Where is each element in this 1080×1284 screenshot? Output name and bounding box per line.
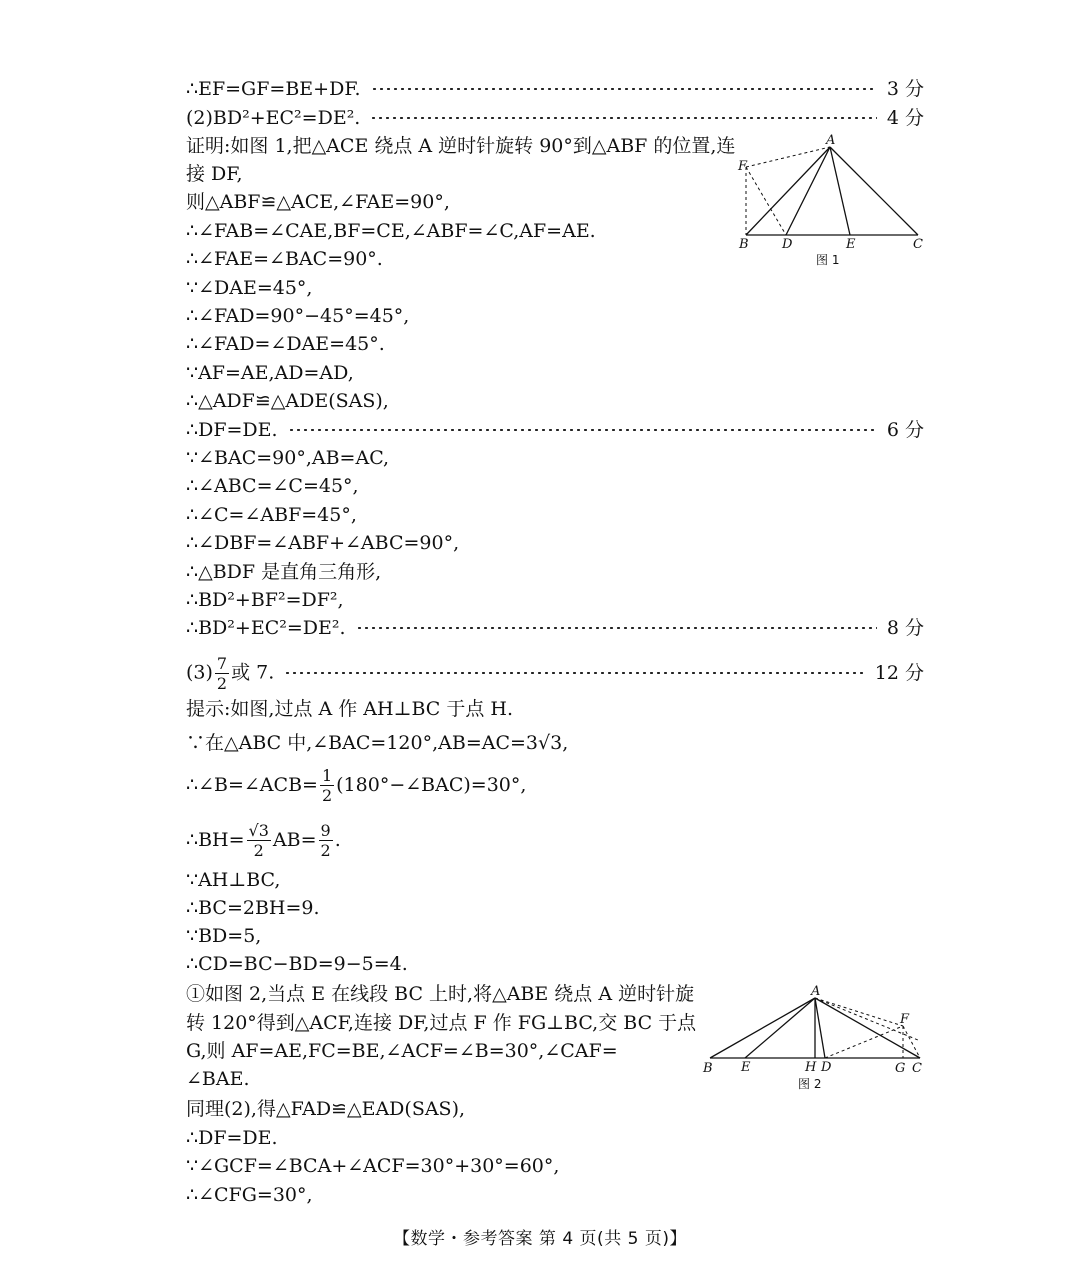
proof-line: ∵BD=5, — [186, 925, 262, 947]
point-label-g: G — [895, 1061, 906, 1076]
proof-line: ∴△ADF≌△ADE(SAS), — [186, 390, 389, 412]
proof-line: ∵AF=AE,AD=AD, — [186, 362, 354, 384]
figure-2-diagram — [700, 982, 930, 1094]
fraction-numerator: √3 — [248, 820, 269, 840]
point-label-d: D — [821, 1060, 832, 1075]
segment-df — [746, 167, 786, 235]
answer-text: 或 7. — [231, 661, 275, 683]
point-label-f: F — [738, 159, 748, 174]
line-text: ∴EF=GF=BE+DF. — [186, 78, 361, 100]
proof-line: ∴CD=BC−BD=9−5=4. — [186, 953, 408, 975]
figure-1-diagram — [730, 132, 930, 272]
score-label: 4 分 — [886, 107, 924, 129]
line-text: ∴BH= — [186, 829, 245, 851]
proof-line: ∴BD²+BF²=DF², — [186, 589, 344, 611]
proof-line: ∴∠FAD=∠DAE=45°. — [186, 333, 385, 355]
line-text: ∴DF=DE. — [186, 419, 278, 441]
fraction-numerator: 1 — [321, 765, 333, 785]
proof-line: ①如图 2,当点 E 在线段 BC 上时,将△ABE 绕点 A 逆时针旋 — [186, 983, 695, 1005]
proof-line: ∵∠BAC=90°,AB=AC, — [186, 447, 390, 469]
segment-af — [746, 147, 830, 167]
proof-line: ∴∠ABC=∠C=45°, — [186, 475, 359, 497]
fraction-numerator: 7 — [216, 653, 228, 673]
segment-ac — [830, 147, 918, 235]
proof-line: ∴△BDF 是直角三角形, — [186, 561, 382, 583]
point-label-d: D — [782, 237, 793, 252]
proof-line: 接 DF, — [186, 163, 243, 185]
proof-line: ∴∠FAE=∠BAC=90°. — [186, 248, 383, 270]
proof-line: 提示:如图,过点 A 作 AH⊥BC 于点 H. — [186, 698, 513, 720]
proof-line: ∵∠DAE=45°, — [186, 277, 313, 299]
proof-line — [186, 75, 924, 103]
proof-line: ∠BAE. — [186, 1068, 250, 1090]
proof-line — [186, 655, 924, 691]
point-label-e: E — [741, 1060, 751, 1075]
proof-line: ∴∠FAD=90°−45°=45°, — [186, 305, 410, 327]
segment-ae — [830, 147, 850, 235]
proof-line: 则△ABF≌△ACE,∠FAE=90°, — [186, 191, 450, 213]
score-label: 3 分 — [886, 78, 924, 100]
proof-line: ∴DF=DE. — [186, 1127, 278, 1149]
point-label-c: C — [913, 237, 923, 252]
figure-1-caption: 图 1 — [816, 253, 840, 267]
point-label-e: E — [846, 237, 856, 252]
proof-line: G,则 AF=AE,FC=BE,∠ACF=∠B=30°,∠CAF= — [186, 1040, 618, 1062]
proof-line — [186, 416, 924, 444]
proof-line: ∴∠C=∠ABF=45°, — [186, 504, 357, 526]
fraction-numerator: 9 — [320, 820, 331, 840]
point-label-c: C — [912, 1061, 922, 1076]
segment-ab — [746, 147, 830, 235]
proof-line: ∵∠GCF=∠BCA+∠ACF=30°+30°=60°, — [186, 1155, 560, 1177]
proof-line: 转 120°得到△ACF,连接 DF,过点 F 作 FG⊥BC,交 BC 于点 — [186, 1012, 697, 1034]
line-text: (180°−∠BAC)=30°, — [336, 774, 527, 796]
dot-leader — [370, 117, 877, 119]
point-label-f: F — [900, 1012, 910, 1027]
line-text: (2)BD²+EC²=DE². — [186, 107, 361, 129]
line-text — [186, 654, 274, 693]
point-label-h: H — [805, 1060, 817, 1075]
fraction-denominator: 2 — [216, 673, 228, 693]
fraction-denominator: 2 — [253, 840, 264, 860]
point-label-a: A — [811, 984, 821, 999]
figure-2-caption: 图 2 — [798, 1077, 822, 1091]
proof-line: ∵AH⊥BC, — [186, 869, 281, 891]
line-text: . — [334, 829, 341, 851]
line-text: AB= — [272, 829, 317, 851]
segment-ab — [710, 998, 815, 1058]
segment-ae — [745, 998, 815, 1058]
dot-leader — [288, 429, 877, 431]
proof-line — [186, 614, 924, 642]
proof-line: ∴∠FAB=∠CAE,BF=CE,∠ABF=∠C,AF=AE. — [186, 220, 596, 242]
point-label-b: B — [739, 237, 749, 252]
score-label: 12 分 — [874, 662, 924, 684]
proof-line: ∴BC=2BH=9. — [186, 897, 320, 919]
fraction — [215, 654, 229, 693]
part-label: (3) — [186, 661, 213, 683]
dot-leader — [284, 672, 865, 674]
line-text: ∴BD²+EC²=DE². — [186, 617, 346, 639]
segment-ad — [815, 998, 825, 1058]
dot-leader — [371, 88, 877, 90]
fraction — [247, 821, 271, 860]
proof-line — [186, 818, 341, 862]
proof-line: ∴∠DBF=∠ABF+∠ABC=90°, — [186, 532, 460, 554]
point-label-b: B — [703, 1061, 713, 1076]
point-label-a: A — [826, 133, 836, 148]
segment-ad — [786, 147, 830, 235]
score-label: 6 分 — [886, 419, 924, 441]
proof-line — [186, 104, 924, 132]
fraction — [319, 821, 333, 860]
fraction — [320, 766, 334, 805]
proof-line — [186, 765, 526, 805]
proof-line: 证明:如图 1,把△ACE 绕点 A 逆时针旋转 90°到△ABF 的位置,连 — [186, 135, 736, 157]
score-label: 8 分 — [886, 617, 924, 639]
fraction-denominator: 2 — [321, 785, 333, 805]
proof-line: ∵在△ABC 中,∠BAC=120°,AB=AC=3√3, — [186, 732, 569, 754]
fraction-denominator: 2 — [320, 840, 331, 860]
segment-af — [815, 998, 903, 1026]
page-footer: 【数学・参考答案 第 4 页(共 5 页)】 — [393, 1229, 687, 1249]
dot-leader — [356, 627, 877, 629]
proof-line: ∴∠CFG=30°, — [186, 1184, 313, 1206]
proof-line: 同理(2),得△FAD≌△EAD(SAS), — [186, 1098, 466, 1120]
line-text: ∴∠B=∠ACB= — [186, 774, 318, 796]
